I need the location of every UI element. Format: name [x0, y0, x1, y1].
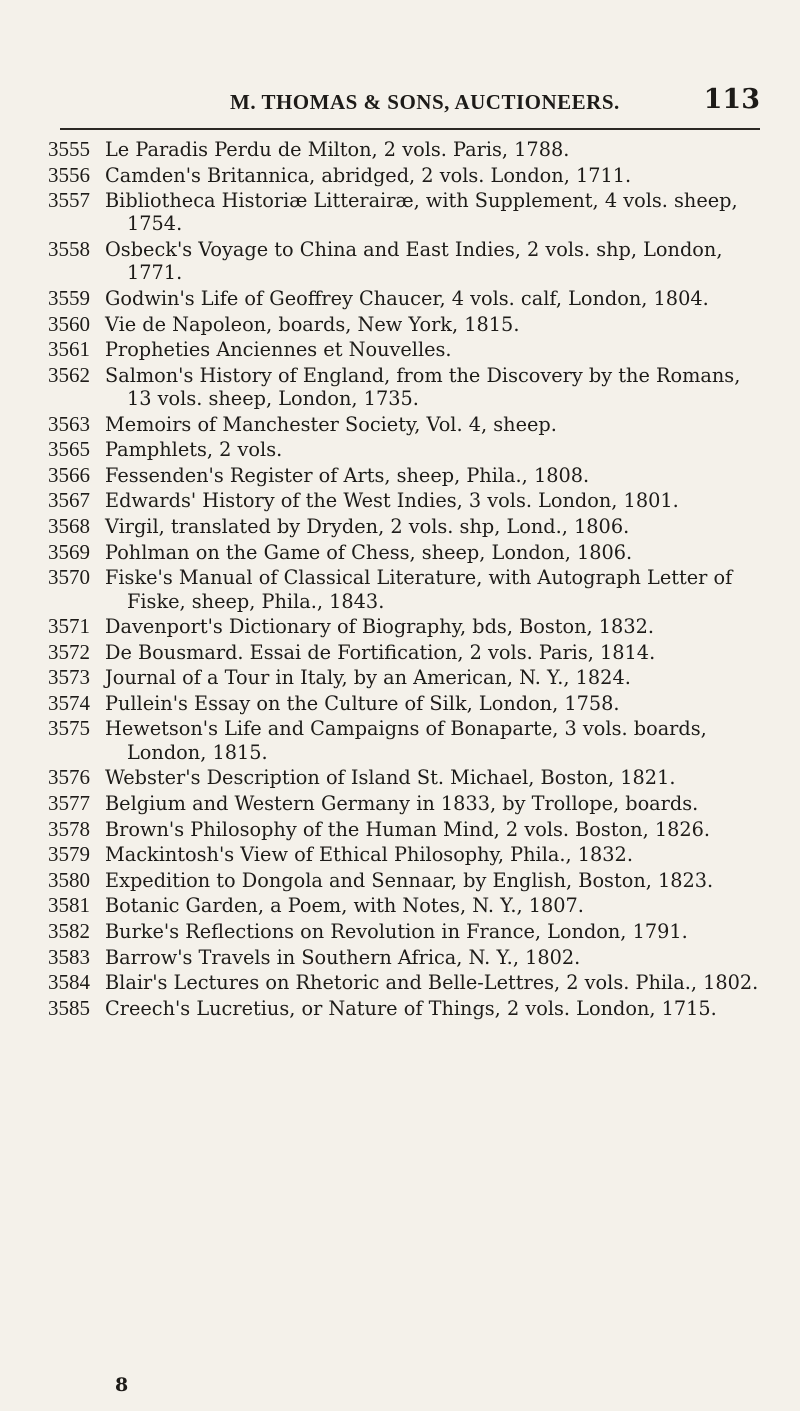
lot-description: Osbeck's Voyage to China and East Indies, 2 vols. shp, London, 1771.: [105, 238, 723, 285]
lot-number: 3571: [48, 614, 90, 639]
lot-description: Vie de Napoleon, boards, New York, 1815.: [105, 312, 520, 336]
lot-number: 3565: [48, 437, 90, 462]
lot-description: Propheties Anciennes et Nouvelles.: [105, 338, 452, 362]
lot-number: 3557: [48, 188, 90, 213]
lot-description: Webster's Description of Island St. Michael, Boston, 1821.: [105, 766, 676, 790]
lot-number: 3584: [48, 970, 90, 995]
lot-number: 3576: [48, 765, 90, 790]
page-number: 113: [703, 84, 760, 115]
lot-description: Barrow's Travels in Southern Africa, N. Y., 1802.: [105, 945, 581, 969]
lot-description: Mackintosh's View of Ethical Philosophy, Phila., 1832.: [105, 843, 633, 867]
lot-number: 3561: [48, 337, 90, 362]
catalogue-entry: [48, 894, 760, 917]
page-header: [60, 84, 760, 118]
catalogue-entry: [48, 364, 760, 411]
catalogue-entry: [48, 818, 760, 841]
header-rule: [60, 128, 760, 130]
lot-description: Camden's Britannica, abridged, 2 vols. London, 1711.: [105, 163, 632, 187]
lot-description: Fiske's Manual of Classical Literature, with Autograph Letter of Fiske, sheep, Phila., 1843.: [105, 566, 733, 613]
lot-number: 3577: [48, 790, 90, 815]
lot-description: Burke's Reflections on Revolution in France, London, 1791.: [105, 919, 688, 943]
lot-description: Belgium and Western Germany in 1833, by Trollope, boards.: [105, 791, 699, 815]
lot-number: 3558: [48, 237, 90, 262]
catalogue-entry: [48, 666, 760, 689]
lot-description: Pullein's Essay on the Culture of Silk, London, 1758.: [105, 691, 620, 715]
catalogue-entry: [48, 566, 760, 613]
lot-description: Creech's Lucretius, or Nature of Things, 2 vols. London, 1715.: [105, 996, 717, 1020]
lot-number: 3575: [48, 716, 90, 741]
lot-number: 3574: [48, 690, 90, 715]
lot-number: 3585: [48, 995, 90, 1020]
lot-description: Brown's Philosophy of the Human Mind, 2 vols. Boston, 1826.: [105, 817, 711, 841]
catalogue-entry: [48, 641, 760, 664]
lot-number: 3573: [48, 665, 90, 690]
lot-description: Hewetson's Life and Campaigns of Bonaparte, 3 vols. boards, London, 1815.: [105, 717, 707, 764]
lot-number: 3579: [48, 842, 90, 867]
lot-number: 3560: [48, 311, 90, 336]
catalogue-entry: [48, 313, 760, 336]
lot-number: 3572: [48, 639, 90, 664]
catalogue-entry: [48, 138, 760, 161]
lot-number: 3578: [48, 816, 90, 841]
lot-description: Botanic Garden, a Poem, with Notes, N. Y., 1807.: [105, 894, 584, 918]
lot-description: Bibliotheca Historiæ Litterairæ, with Supplement, 4 vols. sheep, 1754.: [105, 189, 738, 236]
lot-number: 3562: [48, 362, 90, 387]
lot-description: Blair's Lectures on Rhetoric and Belle-Lettres, 2 vols. Phila., 1802.: [105, 971, 759, 995]
lot-description: Davenport's Dictionary of Biography, bds, Boston, 1832.: [105, 615, 654, 639]
lot-number: 3568: [48, 514, 90, 539]
lot-description: Memoirs of Manchester Society, Vol. 4, sheep.: [105, 412, 557, 436]
lot-description: Fessenden's Register of Arts, sheep, Phila., 1808.: [105, 463, 590, 487]
lot-description: De Bousmard. Essai de Fortification, 2 vols. Paris, 1814.: [105, 640, 656, 664]
catalogue-entry: [48, 997, 760, 1020]
lot-number: 3563: [48, 411, 90, 436]
catalogue-entry: [48, 615, 760, 638]
catalogue-entry: [48, 489, 760, 512]
catalogue-entry: [48, 541, 760, 564]
lot-number: 3580: [48, 867, 90, 892]
lot-number: 3566: [48, 462, 90, 487]
lot-description: Pamphlets, 2 vols.: [105, 438, 283, 462]
catalogue-entry: [48, 843, 760, 866]
catalogue-entry: [48, 238, 760, 285]
catalogue-entry: [48, 920, 760, 943]
lot-number: 3567: [48, 488, 90, 513]
catalogue-entry: [48, 869, 760, 892]
lot-number: 3569: [48, 539, 90, 564]
catalogue-entry: [48, 971, 760, 994]
lot-description: Pohlman on the Game of Chess, sheep, London, 1806.: [105, 540, 633, 564]
lot-description: Le Paradis Perdu de Milton, 2 vols. Paris, 1788.: [105, 138, 570, 161]
catalogue-list: [48, 138, 760, 1022]
lot-description: Virgil, translated by Dryden, 2 vols. shp, Lond., 1806.: [105, 515, 630, 539]
catalogue-entry: [48, 338, 760, 361]
lot-number: 3582: [48, 918, 90, 943]
catalogue-entry: [48, 792, 760, 815]
auctioneer-title: M. THOMAS & SONS, AUCTIONEERS.: [230, 90, 620, 114]
catalogue-entry: [48, 189, 760, 236]
catalogue-entry: [48, 164, 760, 187]
lot-number: 3581: [48, 893, 90, 918]
lot-description: Edwards' History of the West Indies, 3 vols. London, 1801.: [105, 489, 679, 513]
lot-description: Expedition to Dongola and Sennaar, by English, Boston, 1823.: [105, 868, 714, 892]
catalogue-entry: [48, 946, 760, 969]
catalogue-entry: [48, 717, 760, 764]
catalogue-entry: [48, 766, 760, 789]
lot-description: Journal of a Tour in Italy, by an American, N. Y., 1824.: [105, 666, 631, 690]
catalogue-entry: [48, 692, 760, 715]
lot-description: Salmon's History of England, from the Discovery by the Romans, 13 vols. sheep, London, 1735.: [105, 363, 741, 411]
lot-number: 3559: [48, 285, 90, 310]
catalogue-entry: [48, 413, 760, 436]
lot-number: 3570: [48, 565, 90, 590]
catalogue-entry: [48, 438, 760, 461]
catalogue-entry: [48, 287, 760, 310]
signature-mark: 8: [115, 1374, 129, 1396]
lot-description: Godwin's Life of Geoffrey Chaucer, 4 vols. calf, London, 1804.: [105, 286, 709, 310]
lot-number: 3555: [48, 137, 90, 161]
catalogue-entry: [48, 515, 760, 538]
lot-number: 3556: [48, 162, 90, 187]
lot-number: 3583: [48, 944, 90, 969]
catalogue-entry: [48, 464, 760, 487]
